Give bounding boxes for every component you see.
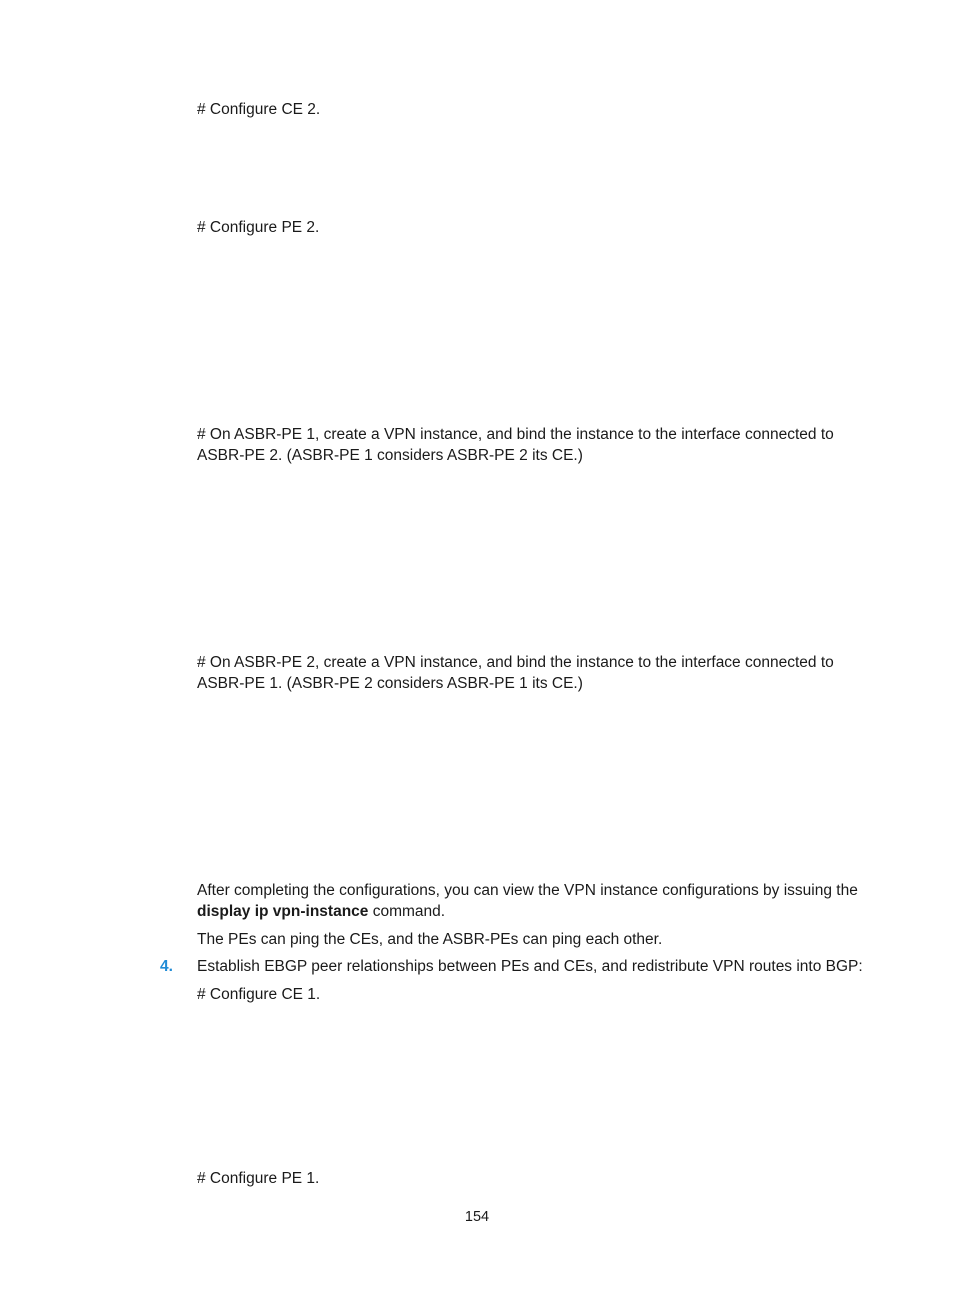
asbr-pe2-line1: # On ASBR-PE 2, create a VPN instance, and bind the instance to the interface connected to xyxy=(197,654,834,671)
configure-ce2-text: # Configure CE 2. xyxy=(197,101,321,118)
asbr-pe2-line2: ASBR-PE 1. (ASBR-PE 2 considers ASBR-PE 1 its CE.) xyxy=(197,675,583,692)
asbr-pe1-paragraph xyxy=(197,424,877,466)
asbr-pe2-paragraph xyxy=(197,652,877,694)
after-config-suffix: command. xyxy=(368,903,446,920)
configure-ce1-text: # Configure CE 1. xyxy=(197,986,321,1003)
after-config-paragraph xyxy=(197,880,877,922)
display-command: display ip vpn-instance xyxy=(197,903,369,920)
asbr-pe1-line2: ASBR-PE 2. (ASBR-PE 1 considers ASBR-PE 2 its CE.) xyxy=(197,447,583,464)
step-number: 4. xyxy=(160,958,173,975)
after-config-line2 xyxy=(197,901,877,922)
page-number: 154 xyxy=(464,1209,490,1225)
configure-pe1-text: # Configure PE 1. xyxy=(197,1170,320,1187)
step4-text: Establish EBGP peer relationships between PEs and CEs, and redistribute VPN routes into BGP: xyxy=(197,958,863,975)
after-config-line1: After completing the configurations, you can view the VPN instance configurations by issuing the xyxy=(197,882,858,899)
ping-note-text: The PEs can ping the CEs, and the ASBR-PEs can ping each other. xyxy=(197,931,663,948)
asbr-pe1-line1: # On ASBR-PE 1, create a VPN instance, and bind the instance to the interface connected to xyxy=(197,426,834,443)
configure-pe2-text: # Configure PE 2. xyxy=(197,219,320,236)
